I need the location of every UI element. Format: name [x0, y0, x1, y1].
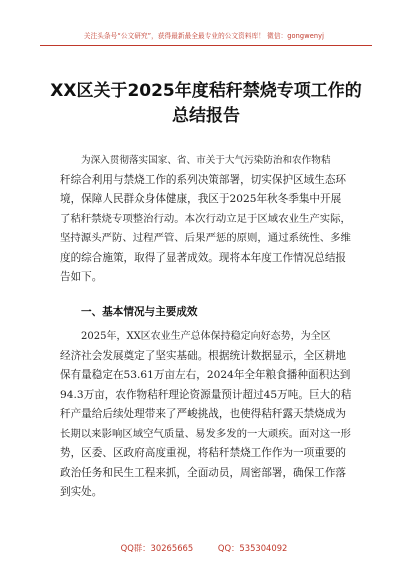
- header-divider: [40, 45, 372, 46]
- section-heading: 一、基本情况与主要成效: [81, 306, 198, 318]
- title-line-2: 总结报告: [172, 106, 240, 126]
- section-line: 94.3万亩，农作物秸秆理论资源量预计超过45万吨。巨大的秸: [60, 388, 352, 401]
- intro-line: 为深入贯彻落实国家、省、市关于大气污染防治和农作物秸: [81, 155, 331, 166]
- section-line: 保有量稳定在53.61万亩左右，2024年全年粮食播种面积达到: [60, 369, 351, 381]
- title-line-1: XX区关于2025年度秸秆禁烧专项工作的: [50, 81, 362, 101]
- section-line: 到实处。: [60, 486, 103, 498]
- footer-contact: [0, 542, 408, 554]
- section-line: 势，区委、区政府高度重视，将秸秆禁烧工作作为一项重要的: [60, 447, 347, 459]
- intro-line: 境，保障人民群众身体健康，我区于2025年秋冬季集中开展: [60, 193, 342, 205]
- intro-line: 告如下。: [60, 271, 103, 283]
- intro-paragraph: [60, 151, 352, 288]
- document-title: [40, 79, 372, 129]
- intro-line: 坚持源头严防、过程严管、后果严惩的原则，通过系统性、多维: [60, 232, 351, 244]
- intro-line: 秆综合利用与禁烧工作的系列决策部署，切实保护区域生态环: [60, 173, 347, 186]
- intro-line: 度的综合施策，取得了显著成效。现将本年度工作情况总结报: [60, 251, 347, 264]
- section-line: 政治任务和民生工程来抓，全面动员，周密部署，确保工作落: [60, 466, 347, 479]
- section-line: 长期以来影响区域空气质量、易发多发的一大顽疾。面对这一形: [60, 427, 351, 440]
- intro-line: 了秸秆禁烧专项整治行动。本次行动立足于区域农业生产实际，: [60, 212, 351, 225]
- section-line: 2025年，XX区农业生产总体保持稳定向好态势，为全区: [81, 331, 331, 342]
- section-paragraph: [60, 327, 352, 503]
- header-note: 关注头条号“公文研究”，获得最新最全最专业的公文资料库！ 微信：gongwenyj: [83, 32, 325, 40]
- footer-qq-group: QQ群：30265665: [120, 543, 194, 553]
- section-line: 秆产量给后续处理带来了严峻挑战，也使得秸秆露天禁烧成为: [60, 408, 347, 420]
- footer-qq: QQ：535304092: [217, 543, 288, 553]
- section-line: 经济社会发展奠定了坚实基础。根据统计数据显示，全区耕地: [60, 349, 347, 362]
